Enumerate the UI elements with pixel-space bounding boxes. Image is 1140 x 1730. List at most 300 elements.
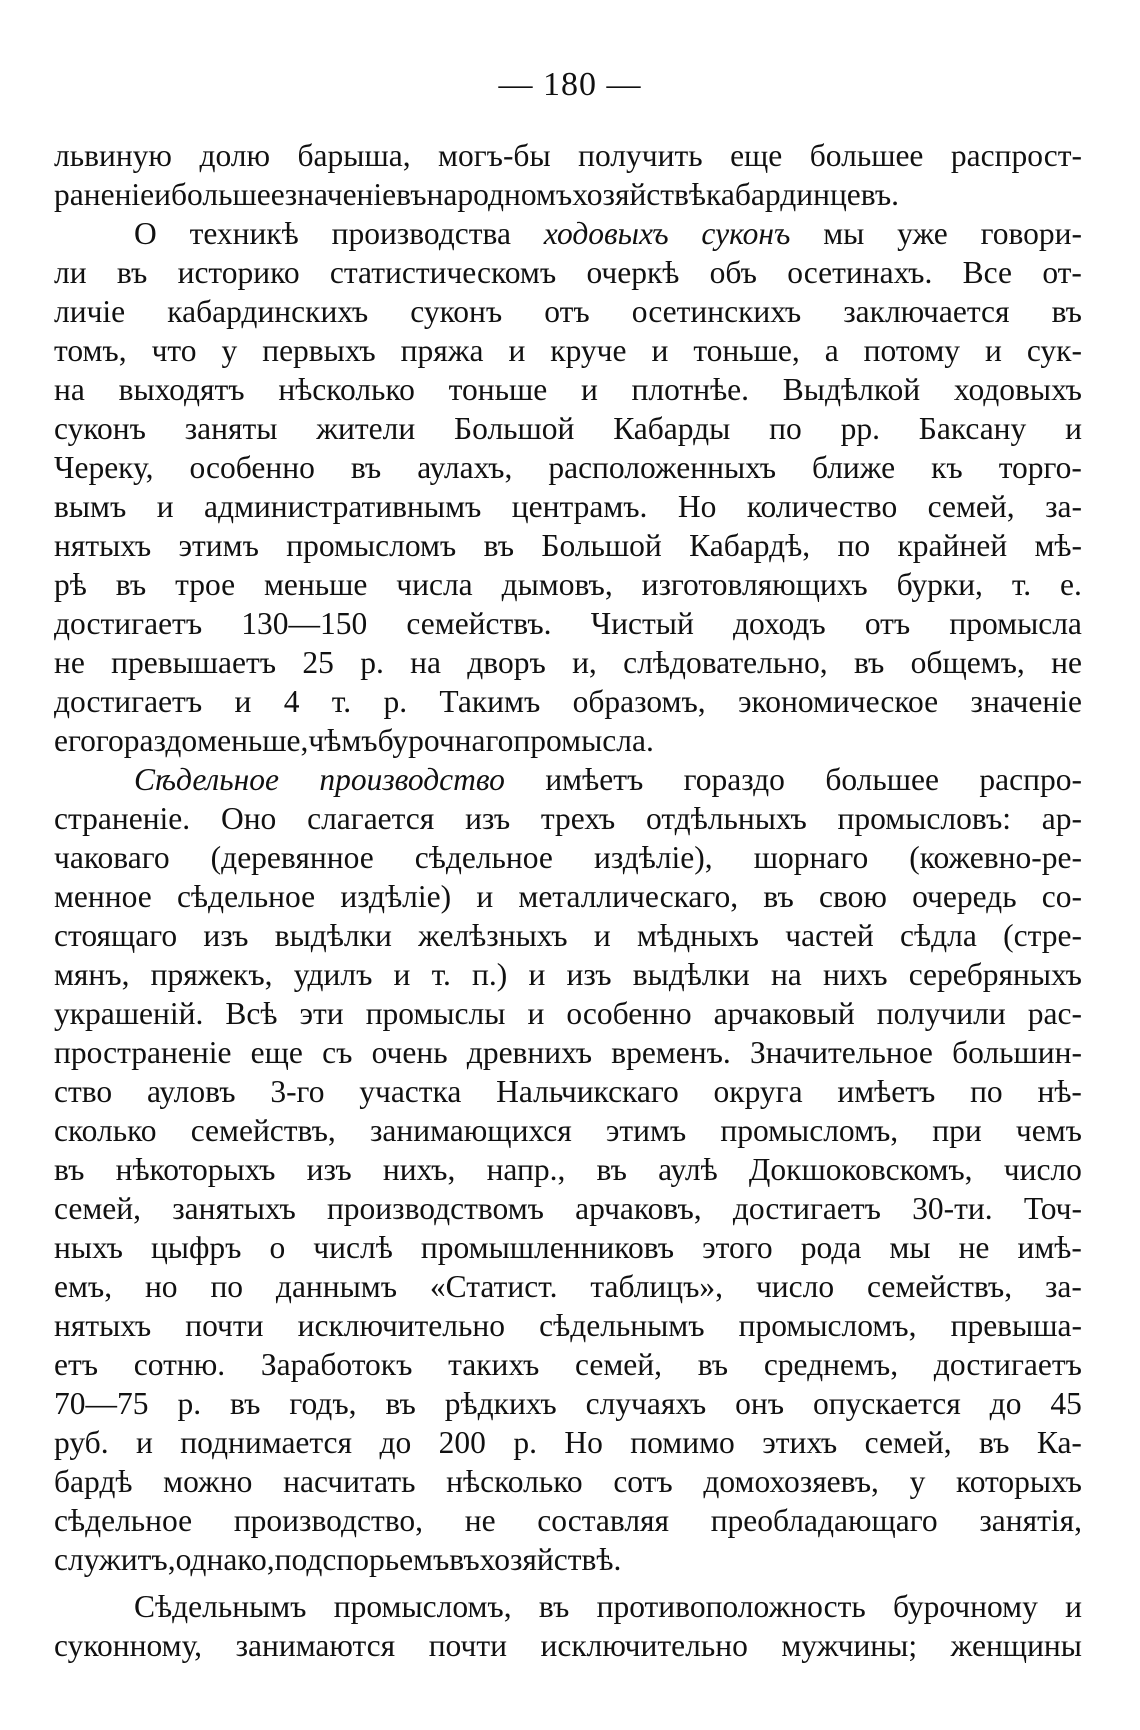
word: достигаетъ: [54, 684, 203, 719]
text-line: [54, 136, 1082, 175]
word: Ка-: [1036, 1425, 1082, 1460]
text-line: [54, 799, 1082, 838]
word: дымовъ,: [501, 567, 613, 602]
word: насчитать: [283, 1464, 416, 1499]
text-line: [54, 1462, 1082, 1501]
word: мужчины;: [781, 1628, 918, 1663]
word: можно: [163, 1464, 253, 1499]
word: сотню.: [133, 1347, 226, 1382]
word: р.: [383, 684, 408, 719]
word: сколько: [54, 1113, 157, 1148]
word: еще: [250, 1035, 303, 1070]
word: древнихъ: [466, 1035, 592, 1070]
word: и: [508, 333, 526, 368]
word: арчаковъ,: [575, 1191, 702, 1226]
word: пряжа: [400, 333, 484, 368]
word: кабардинскихъ: [167, 294, 369, 329]
word: преобладающаго: [710, 1503, 938, 1538]
text-line: [54, 1150, 1082, 1189]
word: семействъ.: [406, 606, 552, 641]
word: р.: [360, 645, 384, 680]
word: рр.: [840, 411, 880, 446]
word: емъ,: [54, 1269, 113, 1304]
word: О: [134, 216, 157, 251]
word: имѣетъ: [837, 1074, 936, 1109]
word: со-: [1041, 879, 1082, 914]
word: жители: [316, 411, 416, 446]
word: по: [769, 411, 802, 446]
word: плотнѣе.: [631, 372, 750, 407]
word: напр.,: [486, 1152, 566, 1187]
word: получили: [876, 996, 1006, 1031]
word: т.: [1011, 567, 1032, 602]
word: 3-го: [270, 1074, 325, 1109]
word: сѣдельнымъ: [539, 1308, 705, 1343]
text-line: [54, 955, 1082, 994]
word: раненіе: [54, 177, 155, 212]
word: суконному,: [54, 1628, 203, 1663]
text-line: [54, 1540, 1082, 1579]
word: опускается: [812, 1386, 961, 1421]
text-line: [54, 292, 1082, 331]
word: число: [755, 1269, 835, 1304]
word: изъ: [566, 957, 612, 992]
word: при: [932, 1113, 982, 1148]
word: даннымъ: [275, 1269, 398, 1304]
word: и: [527, 996, 545, 1031]
word: и: [580, 372, 598, 407]
word: т.: [331, 684, 352, 719]
word: слагается: [307, 801, 435, 836]
word: въ: [396, 177, 427, 212]
word: такихъ: [448, 1347, 540, 1382]
text-line: [54, 1228, 1082, 1267]
word: руб.: [54, 1425, 109, 1460]
word: на: [54, 372, 85, 407]
word: Баксану: [918, 411, 1027, 446]
word: заняты: [184, 411, 278, 446]
italic-word: Сѣдельное: [134, 762, 279, 797]
word: трехъ: [540, 801, 616, 836]
word: етъ: [54, 1347, 99, 1382]
word: промыслы: [365, 996, 506, 1031]
word: превыша-: [950, 1308, 1082, 1343]
word: занимающихся: [369, 1113, 572, 1148]
word: въ: [538, 1589, 570, 1624]
word: желѣзныхъ: [418, 918, 568, 953]
word: выходятъ: [118, 372, 245, 407]
word: осетинскихъ: [631, 294, 802, 329]
word: въ: [979, 1425, 1010, 1460]
word: въ: [1051, 294, 1082, 329]
word: до: [379, 1425, 412, 1460]
text-line: [54, 1267, 1082, 1306]
word: 4: [283, 684, 300, 719]
word: и: [393, 957, 411, 992]
word: удилъ: [293, 957, 373, 992]
word: за-: [1044, 1269, 1082, 1304]
word: вымъ: [54, 489, 127, 524]
word: занимаются: [235, 1628, 396, 1663]
text-line: [54, 643, 1082, 682]
word: ауловъ: [146, 1074, 236, 1109]
word: участка: [359, 1074, 462, 1109]
word: большее: [825, 762, 939, 797]
word: распро-: [979, 762, 1082, 797]
word: отъ: [544, 294, 590, 329]
word: получить: [578, 138, 703, 173]
word: 70—75: [54, 1386, 149, 1421]
text-line: [54, 1423, 1082, 1462]
word: очередь: [912, 879, 1017, 914]
word: которыхъ: [956, 1464, 1082, 1499]
word: значеніе: [284, 177, 397, 212]
text-line: [54, 1072, 1082, 1111]
word: уже: [897, 216, 948, 251]
word: Точ-: [1023, 1191, 1082, 1226]
word: этимъ: [178, 528, 259, 563]
text-line: [54, 916, 1082, 955]
word: Чистый: [590, 606, 694, 641]
word: свою: [818, 879, 887, 914]
word: въ: [763, 879, 794, 914]
word: экономическое: [737, 684, 939, 719]
word: бардѣ: [54, 1464, 133, 1499]
word: исключительно: [540, 1628, 748, 1663]
word: потому: [863, 333, 961, 368]
word: суконъ: [54, 411, 146, 446]
italic-word: суконъ: [701, 216, 791, 251]
word: р.: [513, 1425, 537, 1460]
word: пряжекъ,: [150, 957, 273, 992]
word: въ: [853, 645, 885, 680]
word: Череку,: [54, 450, 154, 485]
word: промысломъ: [286, 528, 457, 563]
text-line: [54, 994, 1082, 1033]
word: менное: [54, 879, 152, 914]
text-line: [54, 604, 1082, 643]
word: металлическаго,: [518, 879, 739, 914]
word: эти: [299, 996, 344, 1031]
word: объ: [709, 255, 757, 290]
word: подспорьемъ: [274, 1542, 450, 1577]
word: томъ,: [54, 333, 127, 368]
word: рѣ: [54, 567, 87, 602]
word: отъ: [864, 606, 911, 641]
text-line: [54, 448, 1082, 487]
word: служитъ,: [54, 1542, 176, 1577]
text-line: [54, 1033, 1082, 1072]
word: образомъ,: [572, 684, 706, 719]
word: и: [234, 684, 252, 719]
word: семей,: [574, 1347, 662, 1382]
word: Сѣдельнымъ: [134, 1589, 307, 1624]
word: семействъ,: [866, 1269, 1013, 1304]
word: промысла: [949, 606, 1082, 641]
word: съ: [322, 1035, 353, 1070]
word: поднимается: [180, 1425, 353, 1460]
word: «Статист.: [429, 1269, 558, 1304]
word: мѣдныхъ: [637, 918, 759, 953]
word: до: [989, 1386, 1022, 1421]
word: значеніе: [970, 684, 1082, 719]
text-line: [54, 721, 1082, 760]
word: женщины: [950, 1628, 1082, 1663]
word: дворъ: [467, 645, 546, 680]
word: особенно: [189, 450, 315, 485]
word: мы: [823, 216, 865, 251]
word: сотъ: [613, 1464, 673, 1499]
word: доходъ: [732, 606, 826, 641]
word: рода: [800, 1230, 862, 1265]
text-line: [54, 1306, 1082, 1345]
word: достигаетъ: [933, 1347, 1082, 1382]
paragraph-gap: [54, 1579, 1082, 1587]
text-line: [54, 487, 1082, 526]
word: тоньше,: [693, 333, 800, 368]
word: нѣсколько: [446, 1464, 583, 1499]
word: въ: [54, 1152, 85, 1187]
text-line: [54, 838, 1082, 877]
word: п.): [472, 957, 508, 992]
word: ближе: [811, 450, 896, 485]
word: цыфръ: [150, 1230, 242, 1265]
text-line: [54, 370, 1082, 409]
word: Выдѣлкой: [782, 372, 921, 407]
word: (стре-: [1003, 918, 1082, 953]
word: по: [210, 1269, 244, 1304]
word: превышаетъ: [111, 645, 277, 680]
text-line: [54, 214, 1082, 253]
word: административнымъ: [204, 489, 482, 524]
word: у: [909, 1464, 926, 1499]
word: изъ: [306, 1152, 352, 1187]
word: украшеній.: [54, 996, 204, 1031]
text-line: [54, 565, 1082, 604]
word: большее: [809, 138, 924, 173]
word: мы: [889, 1230, 931, 1265]
word: пространеніе: [54, 1035, 232, 1070]
word: меньше: [264, 567, 368, 602]
word: у: [221, 333, 238, 368]
text-line: [54, 1587, 1082, 1626]
word: гораздо: [683, 762, 785, 797]
word: промысломъ,: [720, 1113, 899, 1148]
word: а: [824, 333, 839, 368]
word: е.: [1060, 567, 1082, 602]
word: личіе: [54, 294, 126, 329]
word: стоящаго: [54, 918, 178, 953]
word: Но: [564, 1425, 603, 1460]
word: центрамъ.: [511, 489, 648, 524]
word: онъ: [735, 1386, 785, 1421]
word: Все: [962, 255, 1012, 290]
word: львиную: [54, 138, 172, 173]
word: семействъ,: [190, 1113, 336, 1148]
word: нятыхъ: [54, 528, 152, 563]
word: чѣмъ: [308, 723, 378, 758]
word: и: [593, 918, 611, 953]
word: изъ: [203, 918, 249, 953]
word: по: [837, 528, 871, 563]
word: въ: [350, 450, 382, 485]
word: составляя: [537, 1503, 670, 1538]
word: выдѣлки: [274, 918, 392, 953]
word: Докшоковскомъ,: [748, 1152, 973, 1187]
word: Такимъ: [439, 684, 541, 719]
word: 25: [302, 645, 334, 680]
word: Кабарды: [613, 411, 731, 446]
word: его: [54, 723, 96, 758]
word: 45: [1050, 1386, 1082, 1421]
word: долю: [199, 138, 271, 173]
text-line: [54, 1189, 1082, 1228]
word: Заработокъ: [260, 1347, 413, 1382]
word: и: [1065, 411, 1082, 446]
word: не: [464, 1503, 496, 1538]
word: нихъ,: [382, 1152, 456, 1187]
word: рѣдкихъ: [444, 1386, 557, 1421]
word: на: [410, 645, 441, 680]
word: страненіе.: [54, 801, 191, 836]
word: издѣліе): [340, 879, 452, 914]
word: что: [151, 333, 197, 368]
word: къ: [931, 450, 963, 485]
word: 200: [438, 1425, 486, 1460]
word: от-: [1042, 255, 1082, 290]
word: шорнаго: [753, 840, 869, 875]
word: большее: [171, 177, 285, 212]
word: крайней: [897, 528, 1008, 563]
word: на: [770, 957, 802, 992]
word: (деревянное: [210, 840, 374, 875]
word: Но: [677, 489, 717, 524]
italic-word: производство: [319, 762, 505, 797]
word: исключительно: [297, 1308, 505, 1343]
word: временъ.: [611, 1035, 731, 1070]
word: серебряныхъ: [908, 957, 1082, 992]
word: промысломъ,: [738, 1308, 917, 1343]
word: сѣдла: [899, 918, 977, 953]
word: достигаетъ: [54, 606, 203, 641]
word: осетинахъ.: [787, 255, 933, 290]
text-line: [54, 760, 1082, 799]
word: сѣдельное: [176, 879, 316, 914]
word: количество: [746, 489, 898, 524]
word: этихъ: [762, 1425, 838, 1460]
text-line: [54, 253, 1082, 292]
word: семей,: [927, 489, 1015, 524]
word: числа: [396, 567, 473, 602]
word: не: [54, 645, 85, 680]
word: хозяйствѣ.: [479, 1542, 622, 1577]
text-line: [54, 175, 1082, 214]
word: народномъ: [426, 177, 573, 212]
word: первыхъ: [262, 333, 376, 368]
word: чаковаго: [54, 840, 170, 875]
word: круче: [550, 333, 627, 368]
word: Большой: [541, 528, 662, 563]
word: хозяйствѣ: [572, 177, 707, 212]
word: промысловъ:: [837, 801, 1011, 836]
word: меньше,: [197, 723, 309, 758]
word: очень: [371, 1035, 448, 1070]
word: и: [476, 879, 494, 914]
word: округа: [713, 1074, 803, 1109]
word: въ: [116, 255, 148, 290]
word: аулахъ,: [417, 450, 513, 485]
word: техникѣ: [189, 216, 299, 251]
text-line: [54, 409, 1082, 448]
page-number: — 180 —: [498, 66, 642, 103]
word: и: [156, 489, 174, 524]
word: семей,: [864, 1425, 952, 1460]
word: трое: [175, 567, 236, 602]
word: бурочнаго: [377, 723, 514, 758]
word: р.: [177, 1386, 202, 1421]
text-line: [54, 877, 1082, 916]
word: нятыхъ: [54, 1308, 152, 1343]
word: число: [1003, 1152, 1082, 1187]
word: годъ,: [289, 1386, 357, 1421]
word: таблицъ»,: [590, 1269, 724, 1304]
word: случаяхъ: [585, 1386, 707, 1421]
word: (кожевно-ре-: [909, 840, 1082, 875]
word: аулѣ: [658, 1152, 718, 1187]
word: бурки,: [896, 567, 983, 602]
word: Всѣ: [225, 996, 278, 1031]
word: изготовляющихъ: [641, 567, 868, 602]
word: арчаковый: [713, 996, 855, 1031]
word: и: [136, 1425, 153, 1460]
word: производства: [331, 216, 511, 251]
word: большин-: [952, 1035, 1082, 1070]
word: мянъ,: [54, 957, 130, 992]
word: и: [154, 177, 172, 212]
word: противоположность: [596, 1589, 866, 1624]
word: статистическомъ: [329, 255, 557, 290]
word: за-: [1045, 489, 1082, 524]
word: въ: [697, 1347, 729, 1382]
word: изъ: [465, 801, 511, 836]
word: въ: [449, 1542, 480, 1577]
word: промышленниковъ: [420, 1230, 675, 1265]
word: особенно: [566, 996, 692, 1031]
text-line: [54, 682, 1082, 721]
word: и: [985, 333, 1002, 368]
word: въ: [230, 1386, 261, 1421]
word: производствомъ: [326, 1191, 544, 1226]
word: сук-: [1026, 333, 1082, 368]
word: суконъ: [410, 294, 503, 329]
body-text: [54, 136, 1082, 1665]
word: 130—150: [241, 606, 368, 641]
word: т.: [431, 957, 451, 992]
word: имѣетъ: [545, 762, 644, 797]
word: частей: [785, 918, 874, 953]
word: историко: [177, 255, 300, 290]
word: барыша,: [297, 138, 411, 173]
word: кабардинцевъ.: [706, 177, 900, 212]
word: торго-: [998, 450, 1082, 485]
word: еще: [730, 138, 783, 173]
word: нѣкоторыхъ: [115, 1152, 276, 1187]
italic-word: ходовыхъ: [543, 216, 669, 251]
word: слѣдовательно,: [623, 645, 828, 680]
word: но: [144, 1269, 178, 1304]
word: тоньше: [448, 372, 548, 407]
word: 30-ти.: [912, 1191, 993, 1226]
